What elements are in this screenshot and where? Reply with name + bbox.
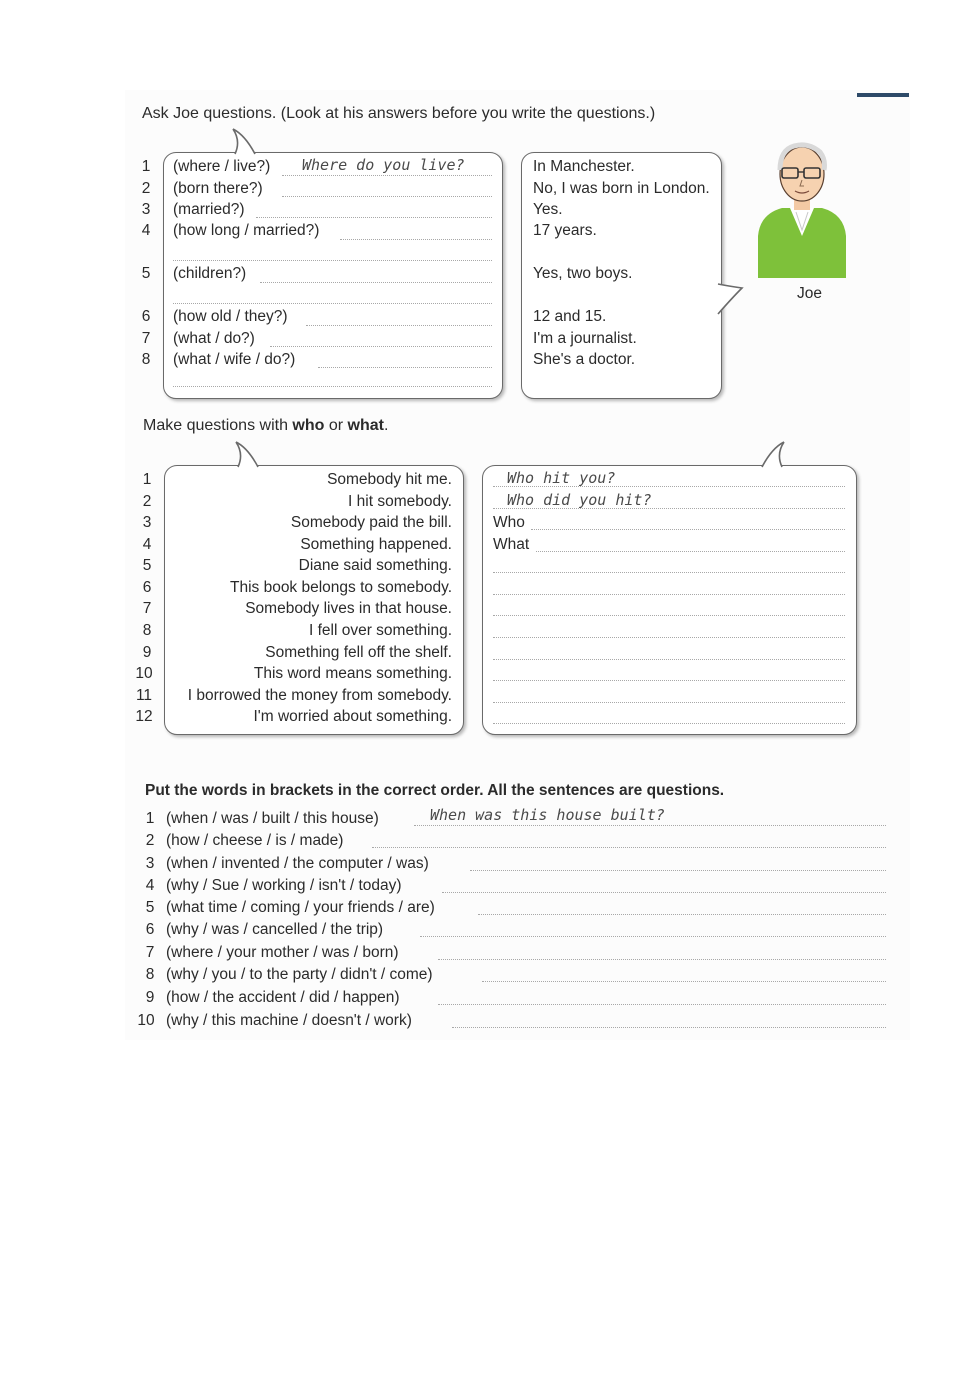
joe-answer: Yes.: [533, 201, 563, 218]
answer-line[interactable]: [493, 572, 845, 573]
statement-bubble-tail: [228, 440, 268, 470]
ex2-number: 9: [142, 644, 152, 661]
ex2-number: 1: [142, 471, 152, 488]
answer-line[interactable]: [173, 386, 492, 387]
ex1-number: 3: [141, 201, 151, 218]
ex1-number: 7: [141, 330, 151, 347]
ex3-number: 9: [145, 989, 155, 1006]
answer-line[interactable]: [438, 959, 886, 960]
joe-illustration: [752, 140, 852, 278]
joe-answer: I'm a journalist.: [533, 330, 637, 347]
answer-bubble-tail: [718, 280, 748, 320]
answer-line[interactable]: [282, 175, 492, 176]
ex3-example-answer: When was this house built?: [430, 806, 665, 824]
ex2-answer-start: Who: [493, 514, 525, 531]
joe-answer: In Manchester.: [533, 158, 635, 175]
ex2-number: 4: [142, 536, 152, 553]
ex3-number: 1: [145, 810, 155, 827]
answer-line[interactable]: [482, 981, 886, 982]
joe-caption: Joe: [797, 285, 822, 302]
ex2-statement: I'm worried about something.: [253, 708, 452, 725]
answer-line[interactable]: [438, 1004, 886, 1005]
joe-answer: 17 years.: [533, 222, 597, 239]
ex3-prompt: (how / the accident / did / happen): [166, 989, 400, 1006]
ex2-number: 6: [142, 579, 152, 596]
answer-line[interactable]: [452, 1027, 886, 1028]
answer-line[interactable]: [256, 217, 492, 218]
ex3-prompt: (why / this machine / doesn't / work): [166, 1012, 412, 1029]
ex2-answer-start: What: [493, 536, 530, 553]
ex1-number: 8: [141, 351, 151, 368]
answer-line[interactable]: [372, 847, 886, 848]
header-accent-bar: [857, 93, 909, 97]
ex2-statement: I fell over something.: [308, 622, 452, 639]
ex2-number: 11: [135, 687, 153, 704]
ex3-prompt: (why / was / cancelled / the trip): [166, 921, 384, 938]
ex2-number: 12: [135, 708, 153, 725]
answer-line[interactable]: [493, 680, 845, 681]
answer-line[interactable]: [282, 196, 492, 197]
ex1-example-answer: Where do you live?: [302, 156, 465, 174]
answer-line[interactable]: [493, 594, 845, 595]
ex1-prompt: (children?): [173, 265, 247, 282]
ex2-statement: I borrowed the money from somebody.: [187, 687, 452, 704]
ex3-number: 6: [145, 921, 155, 938]
ex3-prompt: (when / was / built / this house): [166, 810, 379, 827]
ex1-prompt: (how old / they?): [173, 308, 288, 325]
answer-line[interactable]: [493, 702, 845, 703]
reply-bubble-tail: [754, 440, 794, 470]
ex2-statement: Somebody lives in that house.: [245, 600, 452, 617]
answer-line[interactable]: [493, 508, 845, 509]
ex2-number: 5: [142, 557, 152, 574]
answer-line[interactable]: [493, 659, 845, 660]
ex3-prompt: (what time / coming / your friends / are): [166, 899, 435, 916]
ex1-prompt: (what / wife / do?): [173, 351, 296, 368]
ex2-number: 8: [142, 622, 152, 639]
ex2-statement: Something fell off the shelf.: [265, 644, 452, 661]
ex3-number: 5: [145, 899, 155, 916]
answer-line[interactable]: [270, 346, 492, 347]
ex3-number: 4: [145, 877, 155, 894]
ex2-number: 2: [142, 493, 152, 510]
ex2-statement: Diane said something.: [298, 557, 452, 574]
ex2-example-answer: Who did you hit?: [507, 491, 652, 509]
answer-line[interactable]: [493, 486, 845, 487]
ex1-number: 5: [141, 265, 151, 282]
ex1-prompt: (how long / married?): [173, 222, 320, 239]
ex1-prompt: (married?): [173, 201, 245, 218]
ex1-prompt: (where / live?): [173, 158, 271, 175]
answer-line[interactable]: [531, 529, 845, 530]
joe-answer: She's a doctor.: [533, 351, 636, 368]
joe-answer: Yes, two boys.: [533, 265, 633, 282]
answer-line[interactable]: [260, 282, 492, 283]
ex2-statement: This word means something.: [253, 665, 452, 682]
answer-line[interactable]: [493, 723, 845, 724]
ex1-number: 2: [141, 180, 151, 197]
ex2-statement: This book belongs to somebody.: [229, 579, 452, 596]
ex1-number: 6: [141, 308, 151, 325]
exercise-2-instruction: Make questions with who or what.: [143, 417, 389, 434]
exercise-1-instruction: Ask Joe questions. (Look at his answers before you write the questions.): [142, 105, 656, 122]
ex2-number: 3: [142, 514, 152, 531]
answer-line[interactable]: [493, 637, 845, 638]
ex3-number: 10: [137, 1012, 155, 1029]
ex3-prompt: (why / you / to the party / didn't / come): [166, 966, 433, 983]
answer-line[interactable]: [470, 870, 886, 871]
ex1-prompt: (what / do?): [173, 330, 255, 347]
question-bubble-tail: [225, 127, 265, 157]
joe-answer: 12 and 15.: [533, 308, 607, 325]
ex3-prompt: (where / your mother / was / born): [166, 944, 399, 961]
ex2-number: 10: [135, 665, 153, 682]
answer-line[interactable]: [318, 367, 492, 368]
answer-line[interactable]: [442, 892, 886, 893]
ex3-prompt: (when / invented / the computer / was): [166, 855, 429, 872]
ex3-number: 7: [145, 944, 155, 961]
joe-answer: No, I was born in London.: [533, 180, 710, 197]
answer-line[interactable]: [493, 615, 845, 616]
ex3-prompt: (why / Sue / working / isn't / today): [166, 877, 402, 894]
answer-line[interactable]: [414, 825, 886, 826]
answer-line[interactable]: [536, 551, 845, 552]
ex2-number: 7: [142, 600, 152, 617]
exercise-3-instruction: Put the words in brackets in the correct order. All the sentences are questions.: [145, 782, 725, 799]
ex3-number: 3: [145, 855, 155, 872]
ex2-statement: Something happened.: [300, 536, 452, 553]
ex1-number: 4: [141, 222, 151, 239]
ex3-number: 8: [145, 966, 155, 983]
ex1-prompt: (born there?): [173, 180, 263, 197]
ex2-statement: I hit somebody.: [348, 493, 452, 510]
ex2-statement: Somebody paid the bill.: [290, 514, 452, 531]
ex2-example-answer: Who hit you?: [507, 469, 616, 487]
answer-line[interactable]: [478, 914, 886, 915]
answer-line[interactable]: [340, 239, 492, 240]
answer-line[interactable]: [420, 936, 886, 937]
ex1-number: 1: [141, 158, 151, 175]
ex2-statement: Somebody hit me.: [327, 471, 452, 488]
answer-line[interactable]: [306, 325, 492, 326]
ex3-number: 2: [145, 832, 155, 849]
ex3-prompt: (how / cheese / is / made): [166, 832, 344, 849]
answer-line[interactable]: [173, 303, 492, 304]
answer-line[interactable]: [173, 260, 492, 261]
